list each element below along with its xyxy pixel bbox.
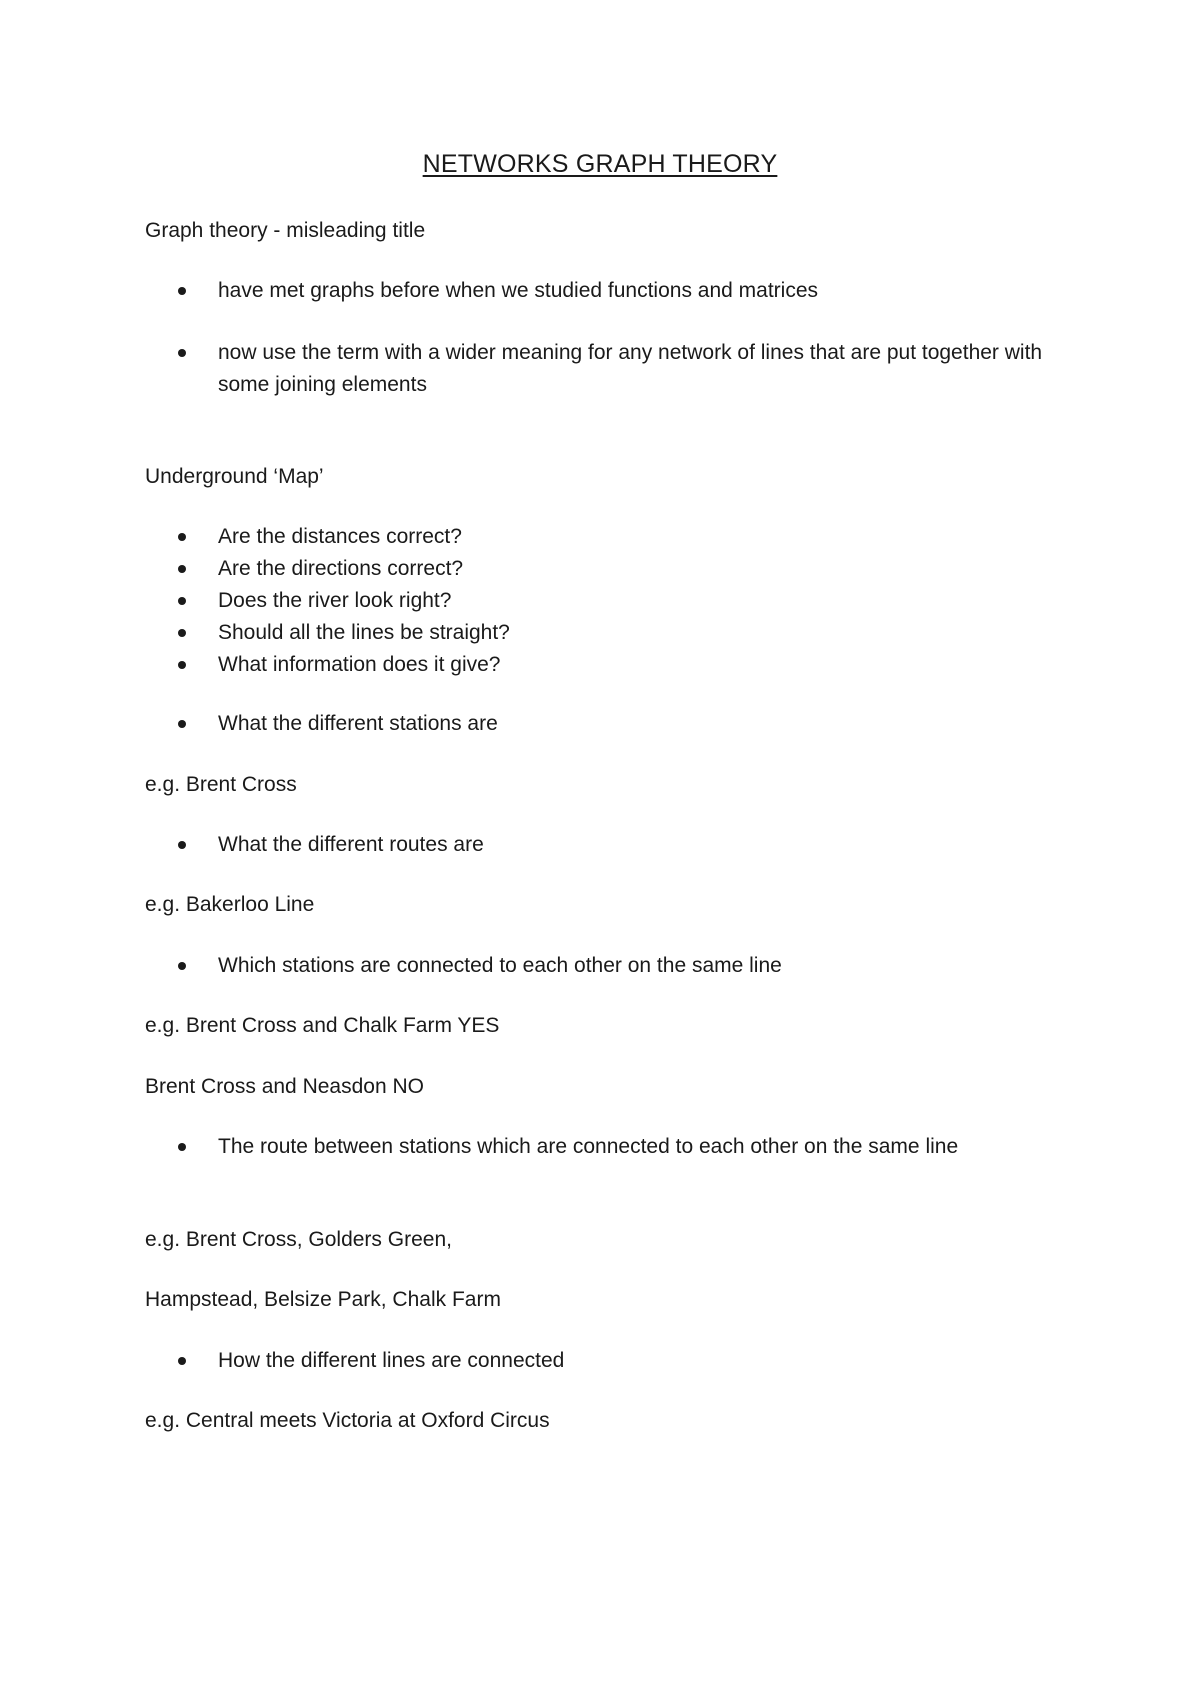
- list-item: [218, 585, 1058, 617]
- list-item-text: Are the distances correct?: [218, 525, 462, 548]
- bullet-icon: [178, 349, 186, 357]
- list-item-text: Should all the lines be straight?: [218, 621, 510, 644]
- example-text: e.g. Central meets Victoria at Oxford Circus: [145, 1409, 550, 1432]
- bullet-icon: [178, 1143, 186, 1151]
- list-item-text: What the different routes are: [218, 833, 484, 856]
- list-item: [218, 1345, 1058, 1377]
- list-item-text: What information does it give?: [218, 653, 501, 676]
- list-item-text: Which stations are connected to each other on the same line: [218, 954, 782, 977]
- list-item: [218, 275, 1058, 307]
- bullet-icon: [178, 597, 186, 605]
- bullet-icon: [178, 720, 186, 728]
- list-item: [218, 829, 1058, 861]
- bullet-icon: [178, 1357, 186, 1365]
- bullet-icon: [178, 565, 186, 573]
- bullet-icon: [178, 962, 186, 970]
- list-item: [218, 649, 1058, 681]
- list-item-text: have met graphs before when we studied functions and matrices: [218, 279, 819, 302]
- bullet-icon: [178, 841, 186, 849]
- bullet-icon: [178, 629, 186, 637]
- list-item: [218, 708, 1058, 740]
- page-title: NETWORKS GRAPH THEORY: [422, 150, 778, 178]
- list-item-text: now use the term with a wider meaning for any network of lines that are put together with some joining elements: [218, 341, 1043, 396]
- intro-text: Graph theory - misleading title: [145, 219, 426, 242]
- list-item: [218, 1131, 1058, 1163]
- list-item-text: What the different stations are: [218, 712, 498, 735]
- list-item: [218, 553, 1058, 585]
- section-heading: Underground ‘Map’: [145, 465, 324, 488]
- list-item: [218, 950, 1058, 982]
- list-item: [218, 617, 1058, 649]
- list-item-text: The route between stations which are connected to each other on the same line: [218, 1135, 959, 1158]
- list-item-text: Are the directions correct?: [218, 557, 464, 580]
- list-item: [218, 521, 1058, 553]
- example-text: e.g. Brent Cross, Golders Green,: [145, 1228, 452, 1251]
- list-item-text: Does the river look right?: [218, 589, 452, 612]
- example-text: Brent Cross and Neasdon NO: [145, 1075, 424, 1098]
- list-item: [218, 337, 1058, 401]
- example-text: e.g. Bakerloo Line: [145, 893, 315, 916]
- list-item-text: How the different lines are connected: [218, 1349, 565, 1372]
- example-text: e.g. Brent Cross: [145, 773, 297, 796]
- bullet-icon: [178, 533, 186, 541]
- example-text: Hampstead, Belsize Park, Chalk Farm: [145, 1288, 501, 1311]
- bullet-icon: [178, 287, 186, 295]
- example-text: e.g. Brent Cross and Chalk Farm YES: [145, 1014, 500, 1037]
- bullet-icon: [178, 661, 186, 669]
